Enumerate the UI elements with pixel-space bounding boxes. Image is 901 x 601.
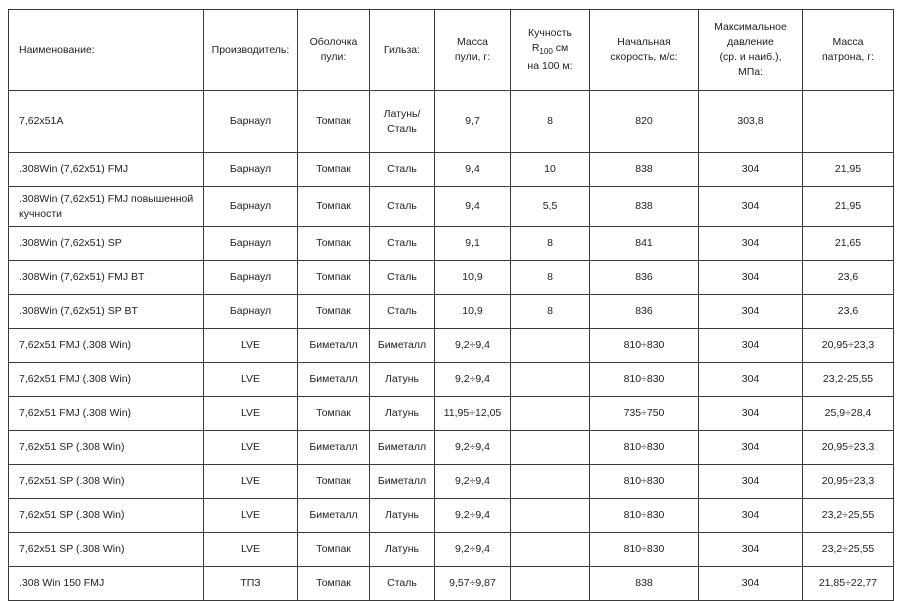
cell-name: 7,62x51 SP (.308 Win) bbox=[9, 431, 204, 465]
cell-bullet-mass: 9,4 bbox=[435, 187, 511, 227]
cell-bullet-mass: 9,2÷9,4 bbox=[435, 431, 511, 465]
cell-pressure: 304 bbox=[699, 465, 803, 499]
cell-pressure: 304 bbox=[699, 397, 803, 431]
header-jacket-line2: пули: bbox=[320, 51, 347, 63]
cell-velocity: 820 bbox=[590, 91, 699, 153]
cell-bullet-mass: 9,2÷9,4 bbox=[435, 499, 511, 533]
cell-jacket: Томпак bbox=[298, 567, 370, 601]
header-bullet-mass-line2: пули, г: bbox=[454, 51, 491, 63]
cell-velocity: 836 bbox=[590, 261, 699, 295]
cell-bullet-mass: 9,4 bbox=[435, 153, 511, 187]
cell-velocity: 838 bbox=[590, 153, 699, 187]
header-cartridge-mass-line1: Масса bbox=[832, 36, 864, 48]
cell-maker: LVE bbox=[204, 397, 298, 431]
cell-jacket: Томпак bbox=[298, 153, 370, 187]
cell-accuracy bbox=[511, 329, 590, 363]
header-pressure-line1: Максимальное bbox=[714, 21, 787, 33]
cell-jacket: Томпак bbox=[298, 295, 370, 329]
header-maker: Производитель: bbox=[204, 10, 298, 91]
header-cartridge-mass-line2: патрона, г: bbox=[821, 51, 874, 63]
cell-jacket: Томпак bbox=[298, 187, 370, 227]
cell-bullet-mass: 9,1 bbox=[435, 227, 511, 261]
table-row bbox=[9, 187, 894, 227]
table-row bbox=[9, 153, 894, 187]
cell-name: 7,62х51А bbox=[9, 91, 204, 153]
cell-maker: LVE bbox=[204, 499, 298, 533]
cell-velocity: 735÷750 bbox=[590, 397, 699, 431]
cell-velocity: 810÷830 bbox=[590, 431, 699, 465]
cell-bullet-mass: 9,2÷9,4 bbox=[435, 465, 511, 499]
header-jacket-line1: Оболочка bbox=[309, 36, 358, 48]
header-accuracy-unit: см bbox=[552, 42, 569, 54]
cell-maker: Барнаул bbox=[204, 91, 298, 153]
cell-bullet-mass: 10,9 bbox=[435, 295, 511, 329]
cell-name: 7,62x51 FMJ (.308 Win) bbox=[9, 397, 204, 431]
cell-name: .308 Win 150 FMJ bbox=[9, 567, 204, 601]
table-row bbox=[9, 295, 894, 329]
header-accuracy-sub: 100 bbox=[539, 47, 553, 56]
cell-maker: Барнаул bbox=[204, 295, 298, 329]
cell-pressure: 304 bbox=[699, 533, 803, 567]
cell-maker: Барнаул bbox=[204, 227, 298, 261]
cell-jacket: Биметалл bbox=[298, 499, 370, 533]
cell-name: .308Win (7,62x51) SP bbox=[9, 227, 204, 261]
cell-name: .308Win (7,62x51) FMJ bbox=[9, 153, 204, 187]
cell-pressure: 304 bbox=[699, 567, 803, 601]
cell-name: .308Win (7,62x51) FMJ BT bbox=[9, 261, 204, 295]
cell-bullet-mass: 10,9 bbox=[435, 261, 511, 295]
cell-name: 7,62x51 SP (.308 Win) bbox=[9, 533, 204, 567]
cell-bullet-mass: 9,2÷9,4 bbox=[435, 329, 511, 363]
cell-case: Биметалл bbox=[370, 431, 435, 465]
table-row bbox=[9, 261, 894, 295]
cell-bullet-mass: 9,57÷9,87 bbox=[435, 567, 511, 601]
table-row bbox=[9, 329, 894, 363]
cell-case: Биметалл bbox=[370, 465, 435, 499]
cell-jacket: Томпак bbox=[298, 397, 370, 431]
cell-bullet-mass: 9,2÷9,4 bbox=[435, 533, 511, 567]
cell-cartridge-mass: 20,95÷23,3 bbox=[803, 329, 894, 363]
table-row bbox=[9, 91, 894, 153]
cell-accuracy bbox=[511, 431, 590, 465]
header-bullet-mass-line1: Масса bbox=[456, 36, 489, 48]
header-name: Наименование: bbox=[9, 10, 204, 91]
cell-maker: ТПЗ bbox=[204, 567, 298, 601]
cell-bullet-mass: 9,2÷9,4 bbox=[435, 363, 511, 397]
cell-velocity: 838 bbox=[590, 567, 699, 601]
cell-cartridge-mass: 21,85÷22,77 bbox=[803, 567, 894, 601]
cell-accuracy: 8 bbox=[511, 295, 590, 329]
cell-velocity: 810÷830 bbox=[590, 533, 699, 567]
cell-jacket: Биметалл bbox=[298, 431, 370, 465]
cell-accuracy: 10 bbox=[511, 153, 590, 187]
cell-pressure: 304 bbox=[699, 187, 803, 227]
header-jacket bbox=[298, 10, 370, 91]
header-bullet-mass bbox=[435, 10, 511, 91]
cell-accuracy: 5,5 bbox=[511, 187, 590, 227]
cell-name: 7,62x51 FMJ (.308 Win) bbox=[9, 363, 204, 397]
cell-case: Латунь/ Сталь bbox=[370, 91, 435, 153]
cell-jacket: Томпак bbox=[298, 533, 370, 567]
cell-cartridge-mass: 25,9÷28,4 bbox=[803, 397, 894, 431]
cell-case: Латунь bbox=[370, 533, 435, 567]
table-row bbox=[9, 397, 894, 431]
header-velocity bbox=[590, 10, 699, 91]
cell-case: Сталь bbox=[370, 187, 435, 227]
cell-pressure: 304 bbox=[699, 227, 803, 261]
cell-accuracy: 8 bbox=[511, 227, 590, 261]
cell-name: .308Win (7,62x51) SP BT bbox=[9, 295, 204, 329]
cell-maker: Барнаул bbox=[204, 153, 298, 187]
header-accuracy-line3: на 100 м: bbox=[527, 60, 573, 72]
cell-case: Сталь bbox=[370, 153, 435, 187]
ammo-spec-table bbox=[8, 9, 894, 601]
header-pressure-line2: давление bbox=[727, 36, 774, 48]
table-row bbox=[9, 567, 894, 601]
header-pressure bbox=[699, 10, 803, 91]
table-row bbox=[9, 465, 894, 499]
cell-cartridge-mass: 21,95 bbox=[803, 187, 894, 227]
cell-case: Сталь bbox=[370, 567, 435, 601]
cell-cartridge-mass: 20,95÷23,3 bbox=[803, 431, 894, 465]
cell-velocity: 810÷830 bbox=[590, 329, 699, 363]
cell-pressure: 304 bbox=[699, 363, 803, 397]
cell-accuracy bbox=[511, 397, 590, 431]
cell-cartridge-mass: 20,95÷23,3 bbox=[803, 465, 894, 499]
cell-velocity: 838 bbox=[590, 187, 699, 227]
cell-pressure: 304 bbox=[699, 329, 803, 363]
cell-bullet-mass: 9,7 bbox=[435, 91, 511, 153]
cell-name: 7,62x51 SP (.308 Win) bbox=[9, 465, 204, 499]
cell-velocity: 836 bbox=[590, 295, 699, 329]
cell-name: .308Win (7,62x51) FMJ повышенной кучности bbox=[9, 187, 204, 227]
header-pressure-line3: (ср. и наиб.), bbox=[719, 51, 782, 63]
cell-accuracy: 8 bbox=[511, 261, 590, 295]
cell-maker: Барнаул bbox=[204, 261, 298, 295]
cell-jacket: Томпак bbox=[298, 465, 370, 499]
table-row bbox=[9, 363, 894, 397]
cell-cartridge-mass: 23,6 bbox=[803, 295, 894, 329]
header-case: Гильза: bbox=[370, 10, 435, 91]
cell-jacket: Томпак bbox=[298, 91, 370, 153]
cell-case: Сталь bbox=[370, 261, 435, 295]
cell-velocity: 841 bbox=[590, 227, 699, 261]
cell-case: Латунь bbox=[370, 499, 435, 533]
header-accuracy-r: R bbox=[531, 42, 540, 54]
cell-cartridge-mass: 21,95 bbox=[803, 153, 894, 187]
cell-jacket: Биметалл bbox=[298, 363, 370, 397]
cell-velocity: 810÷830 bbox=[590, 465, 699, 499]
cell-case: Латунь bbox=[370, 363, 435, 397]
header-cartridge-mass bbox=[803, 10, 894, 91]
cell-cartridge-mass: 21,65 bbox=[803, 227, 894, 261]
cell-name: 7,62x51 FMJ (.308 Win) bbox=[9, 329, 204, 363]
cell-accuracy bbox=[511, 533, 590, 567]
cell-name: 7,62x51 SP (.308 Win) bbox=[9, 499, 204, 533]
cell-pressure: 304 bbox=[699, 499, 803, 533]
cell-case: Сталь bbox=[370, 227, 435, 261]
cell-accuracy bbox=[511, 363, 590, 397]
cell-jacket: Биметалл bbox=[298, 329, 370, 363]
cell-pressure: 304 bbox=[699, 295, 803, 329]
cell-cartridge-mass bbox=[803, 91, 894, 153]
cell-pressure: 303,8 bbox=[699, 91, 803, 153]
cell-case: Латунь bbox=[370, 397, 435, 431]
header-accuracy-line1: Кучность bbox=[527, 27, 572, 39]
cell-jacket: Томпак bbox=[298, 261, 370, 295]
cell-maker: LVE bbox=[204, 533, 298, 567]
cell-accuracy: 8 bbox=[511, 91, 590, 153]
cell-cartridge-mass: 23,2÷25,55 bbox=[803, 499, 894, 533]
table-body bbox=[9, 91, 894, 601]
header-accuracy bbox=[511, 10, 590, 91]
cell-maker: Барнаул bbox=[204, 187, 298, 227]
cell-pressure: 304 bbox=[699, 153, 803, 187]
cell-accuracy bbox=[511, 499, 590, 533]
header-pressure-line4: МПа: bbox=[737, 66, 764, 78]
cell-maker: LVE bbox=[204, 465, 298, 499]
table-row bbox=[9, 533, 894, 567]
cell-pressure: 304 bbox=[699, 261, 803, 295]
cell-velocity: 810÷830 bbox=[590, 499, 699, 533]
table-row bbox=[9, 227, 894, 261]
cell-maker: LVE bbox=[204, 363, 298, 397]
cell-velocity: 810÷830 bbox=[590, 363, 699, 397]
cell-cartridge-mass: 23,2÷25,55 bbox=[803, 533, 894, 567]
header-velocity-line1: Начальная bbox=[617, 36, 671, 48]
cell-accuracy bbox=[511, 465, 590, 499]
table-row bbox=[9, 431, 894, 465]
table-header-row bbox=[9, 10, 894, 91]
cell-case: Сталь bbox=[370, 295, 435, 329]
cell-case: Биметалл bbox=[370, 329, 435, 363]
cell-jacket: Томпак bbox=[298, 227, 370, 261]
cell-accuracy bbox=[511, 567, 590, 601]
cell-pressure: 304 bbox=[699, 431, 803, 465]
cell-maker: LVE bbox=[204, 329, 298, 363]
cell-bullet-mass: 11,95÷12,05 bbox=[435, 397, 511, 431]
cell-cartridge-mass: 23,2-25,55 bbox=[803, 363, 894, 397]
table-row bbox=[9, 499, 894, 533]
cell-cartridge-mass: 23,6 bbox=[803, 261, 894, 295]
header-velocity-line2: скорость, м/с: bbox=[610, 51, 678, 63]
cell-maker: LVE bbox=[204, 431, 298, 465]
